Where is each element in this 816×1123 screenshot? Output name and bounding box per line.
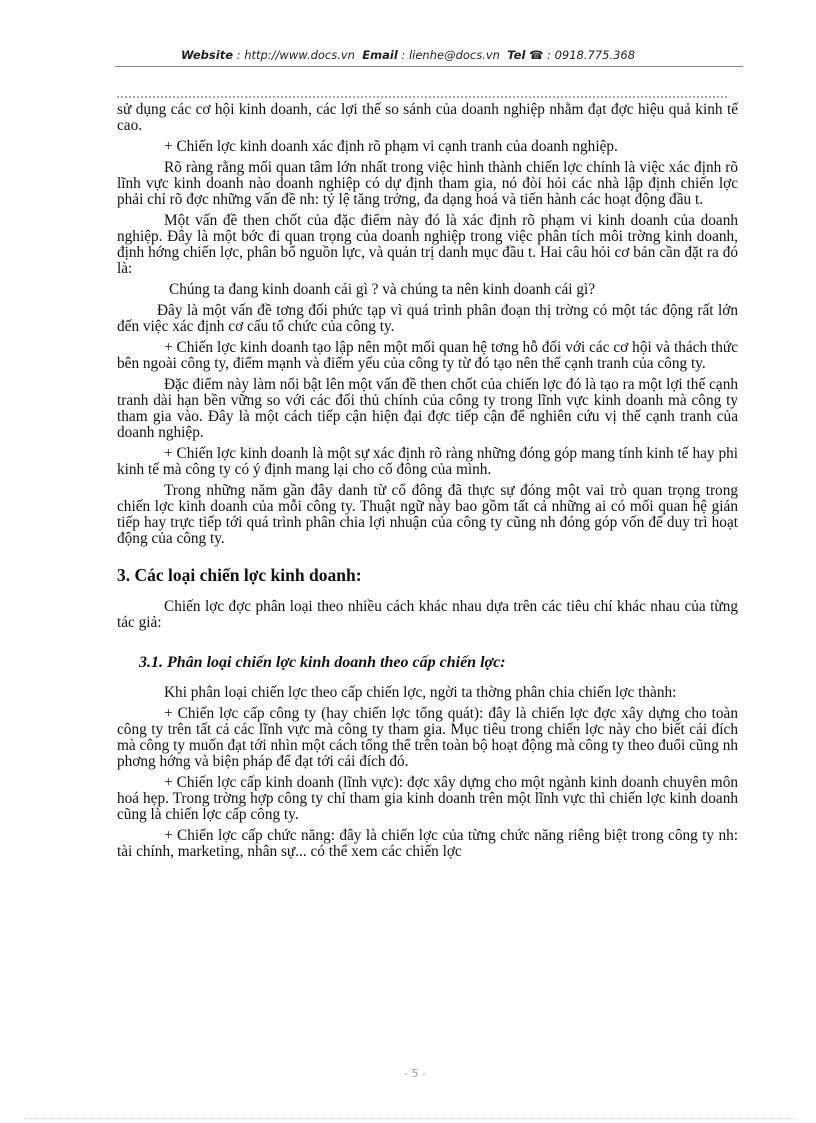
paragraph: Khi phân loại chiến lợc theo cấp chiến lợc, ngời ta thờng phân chia chiến lợc thành:: [164, 684, 677, 701]
paragraph: Đặc điểm này làm nổi bật lên một vấn đề then chốt của chiến lợc đó là tạo ra một lợi thế cạnh tranh dài hạn bền vững so với các đối thủ chính của công ty trong lĩnh vực kinh doanh mà công ty tham gia vào. Đây là một cách tiếp cận hiện đại đợc tiếp cận để nghiên cứu vị thế cạnh tranh của doanh nghiệp.: [117, 376, 738, 441]
website-link[interactable]: : http://www.docs.vn: [236, 48, 355, 62]
paragraph: + Chiến lợc cấp kinh doanh (lĩnh vực): đợc xây dựng cho một ngành kinh doanh chuyên môn hoá hẹp. Trong trờng hợp công ty chỉ tham gia kinh doanh trên một lĩnh vực thì chiến lợc kinh doanh cũng là chiến lợc cấp công ty.: [117, 774, 738, 823]
paragraph: Chúng ta đang kinh doanh cái gì ? và chúng ta nên kinh doanh cái gì?: [169, 281, 596, 298]
paragraph: + Chiến lợc kinh doanh là một sự xác định rõ ràng những đóng góp mang tính kinh tế hay phi kinh tế mà công ty có ý định mang lại cho cổ đông của mình.: [117, 445, 738, 478]
paragraph: + Chiến lợc kinh doanh xác định rõ phạm vi cạnh tranh của doanh nghiệp.: [164, 138, 618, 155]
section-heading: 3. Các loại chiến lợc kinh doanh:: [117, 565, 362, 585]
subsection-heading: 3.1. Phân loại chiến lợc kinh doanh theo cấp chiến lợc:: [139, 654, 506, 671]
page-number: - 5 -: [404, 1067, 426, 1080]
footer-divider: [24, 1118, 794, 1119]
website-label: Website: [180, 48, 234, 62]
header-divider: [115, 66, 743, 67]
tel-value: : 0918.775.368: [547, 48, 636, 62]
dotted-divider: [117, 96, 727, 98]
paragraph: Rõ ràng rằng mối quan tâm lớn nhất trong việc hình thành chiến lợc chính là việc xác định rõ lĩnh vực kinh doanh nào doanh nghiệp có dự định tham gia, nó đòi hỏi các nhà lập định chiến lợc phải chỉ rõ đợc những vấn đề nh: tỷ lệ tăng trởng, đa dạng hoá và tiến hành các hoạt động đầu t.: [117, 159, 738, 208]
paragraph: + Chiến lợc kinh doanh tạo lập nên một mối quan hệ tơng hỗ đối với các cơ hội và thách thức bên ngoài công ty, điểm mạnh và điểm yếu của công ty từ đó tạo nên thế cạnh tranh của công ty.: [117, 339, 738, 372]
paragraph: Đây là một vấn đề tơng đối phức tạp vì quá trình phân đoạn thị trờng có một tác động rất lớn đến việc xác định cơ cấu tổ chức của công ty.: [117, 302, 738, 335]
paragraph: Trong những năm gần đây danh từ cổ đông đã thực sự đóng một vai trò quan trọng trong chiến lợc kinh doanh của mỗi công ty. Thuật ngữ này bao gồm tất cả những ai có mối quan hệ gián tiếp hay trực tiếp tới quá trình phân chia lợi nhuận của công ty cũng nh đóng góp vốn để duy trì hoạt động của công ty.: [117, 482, 738, 547]
paragraph: sử dụng các cơ hội kinh doanh, các lợi thế so sánh của doanh nghiệp nhằm đạt đợc hiệu quả kinh tế cao.: [117, 101, 738, 134]
paragraph: + Chiến lợc cấp công ty (hay chiến lợc tổng quát): đây là chiến lợc đợc xây dựng cho toàn công ty trên tất cả các lĩnh vực mà công ty tham gia. Mục tiêu trong chiến lợc này cho biết cái đích mà công ty muốn đạt tới nhìn một cách tổng thể trên toàn bộ hoạt động mà công ty theo đuổi cũng nh phơng hớng và biện pháp để đạt tới cái đích đó.: [117, 705, 738, 770]
paragraph: Chiến lợc đợc phân loại theo nhiều cách khác nhau dựa trên các tiêu chí khác nhau của từng tác giả:: [117, 598, 738, 631]
tel-label: Tel: [507, 48, 526, 62]
email-label: Email: [362, 48, 398, 62]
paragraph: + Chiến lợc cấp chức năng: đây là chiến lợc của từng chức năng riêng biệt trong công ty nh: tài chính, marketing, nhân sự... có thể xem các chiến lợc: [117, 827, 738, 860]
email-link[interactable]: : lienhe@docs.vn: [401, 48, 500, 62]
phone-icon: ☎: [529, 48, 544, 62]
paragraph: Một vấn đề then chốt của đặc điểm này đó là xác định rõ phạm vi kinh doanh của doanh nghiệp. Đây là một bớc đi quan trọng của doanh nghiệp trong việc phân tích môi trờng kinh doanh, định hớng chiến lợc, phân bổ nguồn lực, và quản trị danh mục đầu t. Hai câu hỏi cơ bản cần đặt ra đó là:: [117, 212, 738, 277]
document-body: [117, 102, 738, 865]
page-header: [0, 48, 816, 62]
